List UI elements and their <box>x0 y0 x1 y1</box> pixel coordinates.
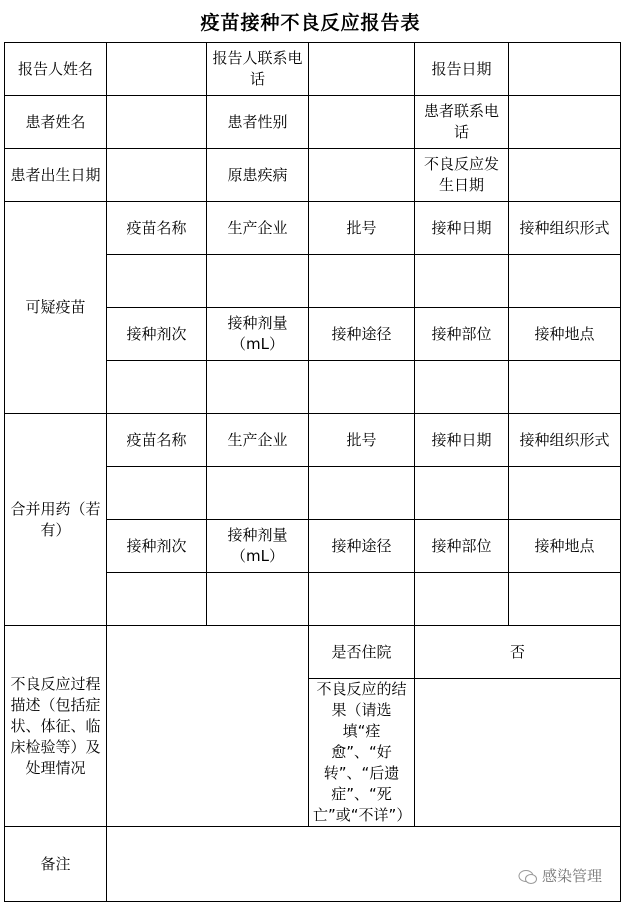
table-row <box>5 149 621 202</box>
wechat-icon <box>518 869 538 885</box>
header-dose-amount: 接种剂量（mL） <box>207 520 309 573</box>
field-cell[interactable] <box>107 361 207 414</box>
header-dose-number: 接种剂次 <box>107 520 207 573</box>
field-cell[interactable] <box>207 255 309 308</box>
table-row <box>5 626 621 679</box>
report-form-table <box>4 42 621 902</box>
header-dose-amount: 接种剂量（mL） <box>207 308 309 361</box>
label-remarks: 备注 <box>5 827 107 902</box>
header-manufacturer: 生产企业 <box>207 202 309 255</box>
table-row <box>5 43 621 96</box>
field-cell[interactable] <box>207 573 309 626</box>
form-title: 疫苗接种不良反应报告表 <box>200 12 421 34</box>
header-route: 接种途径 <box>309 308 415 361</box>
field-hospitalized[interactable]: 否 <box>415 626 621 679</box>
field-cell[interactable] <box>415 255 509 308</box>
field-reaction-outcome[interactable] <box>415 679 621 827</box>
header-manufacturer: 生产企业 <box>207 414 309 467</box>
field-cell[interactable] <box>415 467 509 520</box>
header-location: 接种地点 <box>509 520 621 573</box>
header-organization-form: 接种组织形式 <box>509 414 621 467</box>
label-concomitant-medication: 合并用药（若有） <box>5 414 107 626</box>
field-patient-sex[interactable] <box>309 96 415 149</box>
header-organization-form: 接种组织形式 <box>509 202 621 255</box>
field-cell[interactable] <box>509 255 621 308</box>
header-dose-number: 接种剂次 <box>107 308 207 361</box>
field-patient-phone[interactable] <box>509 96 621 149</box>
field-reporter-name[interactable] <box>107 43 207 96</box>
label-reaction-date: 不良反应发生日期 <box>415 149 509 202</box>
header-vaccine-name: 疫苗名称 <box>107 202 207 255</box>
table-row <box>5 414 621 467</box>
field-cell[interactable] <box>309 467 415 520</box>
label-hospitalized: 是否住院 <box>309 626 415 679</box>
label-patient-sex: 患者性别 <box>207 96 309 149</box>
field-cell[interactable] <box>509 361 621 414</box>
field-cell[interactable] <box>107 255 207 308</box>
header-vaccine-name: 疫苗名称 <box>107 414 207 467</box>
field-patient-name[interactable] <box>107 96 207 149</box>
label-suspect-vaccine: 可疑疫苗 <box>5 202 107 414</box>
field-cell[interactable] <box>309 573 415 626</box>
header-vaccination-date: 接种日期 <box>415 202 509 255</box>
label-reaction-process: 不良反应过程描述（包括症状、体征、临床检验等）及处理情况 <box>5 626 107 827</box>
field-cell[interactable] <box>415 573 509 626</box>
header-batch: 批号 <box>309 202 415 255</box>
field-reaction-date[interactable] <box>509 149 621 202</box>
header-site: 接种部位 <box>415 308 509 361</box>
watermark-text: 感染管理 <box>541 867 602 885</box>
header-route: 接种途径 <box>309 520 415 573</box>
field-underlying-disease[interactable] <box>309 149 415 202</box>
field-remarks[interactable] <box>107 827 621 902</box>
header-location: 接种地点 <box>509 308 621 361</box>
field-cell[interactable] <box>509 467 621 520</box>
label-reaction-outcome: 不良反应的结果（请选填“痊愈”、“好转”、“后遗症”、“死亡”或“不详”） <box>309 679 415 827</box>
header-site: 接种部位 <box>415 520 509 573</box>
field-cell[interactable] <box>107 467 207 520</box>
field-patient-birthdate[interactable] <box>107 149 207 202</box>
field-cell[interactable] <box>207 467 309 520</box>
field-reaction-process[interactable] <box>107 626 309 827</box>
field-cell[interactable] <box>509 573 621 626</box>
header-vaccination-date: 接种日期 <box>415 414 509 467</box>
label-underlying-disease: 原患疾病 <box>207 149 309 202</box>
label-patient-birthdate: 患者出生日期 <box>5 149 107 202</box>
field-report-date[interactable] <box>509 43 621 96</box>
table-row <box>5 827 621 902</box>
label-patient-phone: 患者联系电话 <box>415 96 509 149</box>
field-reporter-phone[interactable] <box>309 43 415 96</box>
watermark <box>518 866 602 887</box>
header-batch: 批号 <box>309 414 415 467</box>
field-cell[interactable] <box>415 361 509 414</box>
field-cell[interactable] <box>309 361 415 414</box>
label-reporter-name: 报告人姓名 <box>5 43 107 96</box>
label-report-date: 报告日期 <box>415 43 509 96</box>
table-row <box>5 202 621 255</box>
label-patient-name: 患者姓名 <box>5 96 107 149</box>
field-cell[interactable] <box>107 573 207 626</box>
field-cell[interactable] <box>207 361 309 414</box>
table-row <box>5 96 621 149</box>
label-reporter-phone: 报告人联系电话 <box>207 43 309 96</box>
field-cell[interactable] <box>309 255 415 308</box>
